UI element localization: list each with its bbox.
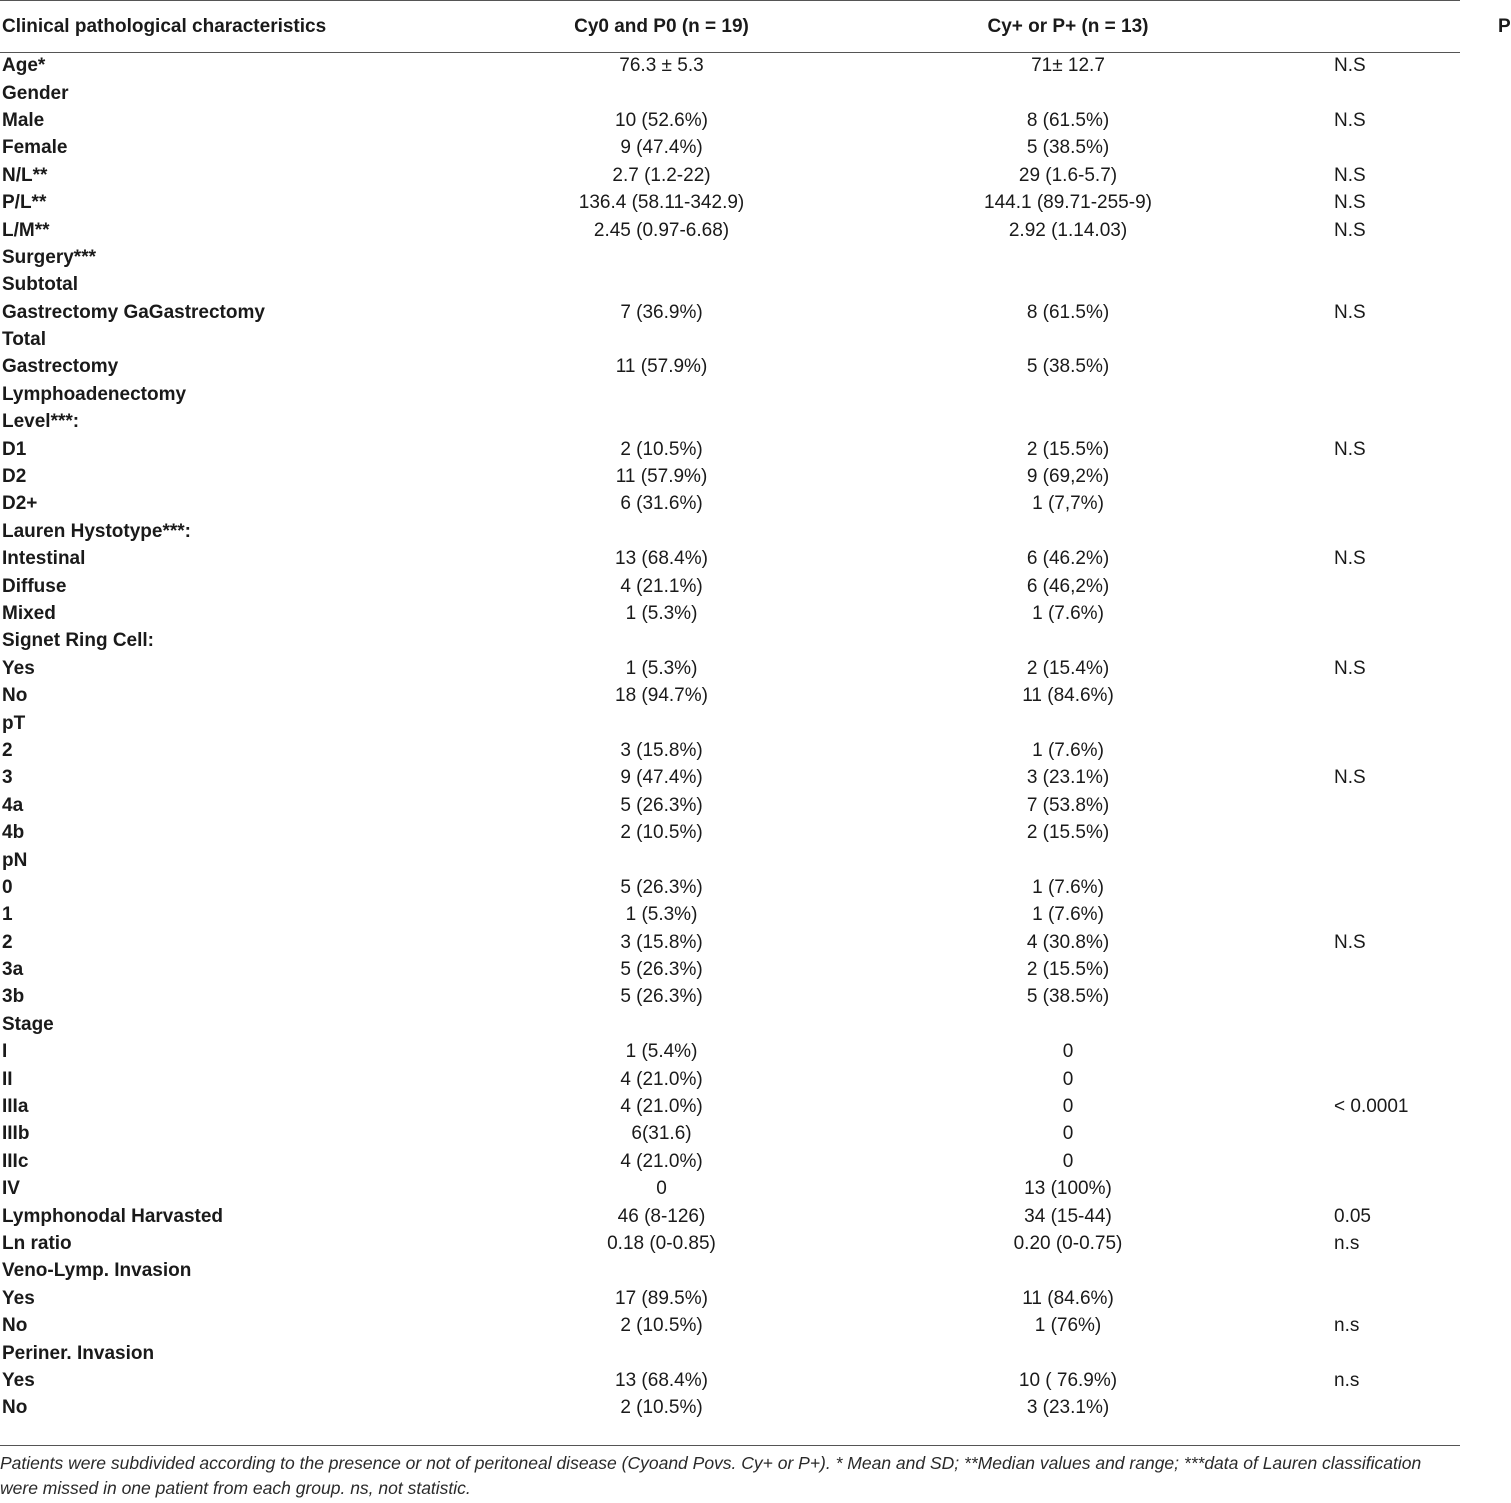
- cy0-p0-value: 5 (26.3%): [620, 986, 703, 1008]
- cy0-p0-value: 18 (94.7%): [615, 685, 708, 707]
- p-value: [1273, 902, 1460, 929]
- cy0-p0-value: 46 (8-126): [617, 1205, 706, 1227]
- cy0-p0-value: 6 (31.6%): [620, 493, 703, 515]
- row-label: Female: [2, 137, 68, 159]
- cy0-p0-value: [460, 381, 863, 408]
- table-row: [0, 1176, 1460, 1203]
- cy-or-p-value: 8 (61.5%): [1026, 109, 1110, 131]
- footnote-line: Patients were subdivided according to the presence or not of peritoneal disease (Cyoand Povs. Cy+ or P+). * Mean and SD; **Median values and range; ***data of Lauren classification: [0, 1453, 1422, 1473]
- row-label: Intestinal: [2, 548, 86, 570]
- table-row: [0, 326, 1460, 353]
- cy0-p0-value: [460, 409, 863, 436]
- row-label: Signet Ring Cell:: [2, 630, 154, 652]
- table-row: [0, 847, 1460, 874]
- row-label: P/L**: [2, 192, 47, 214]
- p-value: [1273, 409, 1460, 436]
- cy-or-p-value: 2 (15.5%): [1026, 959, 1110, 981]
- p-value: [1273, 573, 1460, 600]
- cy-or-p-value: [863, 518, 1273, 545]
- p-value: [1273, 354, 1460, 381]
- p-value: N.S: [1334, 438, 1366, 460]
- cy-or-p-value: [863, 710, 1273, 737]
- cy0-p0-value: 17 (89.5%): [615, 1287, 708, 1309]
- cy0-p0-value: [460, 244, 863, 271]
- table-row: [0, 600, 1460, 627]
- table-row: [0, 1258, 1460, 1285]
- cy0-p0-value: 136.4 (58.11-342.9): [578, 192, 745, 214]
- table-row: [0, 491, 1460, 518]
- p-value: [1273, 1258, 1460, 1285]
- cy-or-p-value: 13 (100%): [1024, 1178, 1112, 1200]
- table-row: [0, 1312, 1460, 1339]
- cy0-p0-value: 9 (47.4%): [620, 767, 703, 789]
- table-row: [0, 819, 1460, 846]
- row-label: Yes: [2, 1369, 35, 1391]
- table-row: [0, 628, 1460, 655]
- table-body: [0, 53, 1460, 1423]
- cy-or-p-value: 0: [1062, 1041, 1074, 1063]
- row-label: IV: [2, 1178, 20, 1200]
- table-row: [0, 272, 1460, 299]
- p-value: [1273, 819, 1460, 846]
- table-row: [0, 956, 1460, 983]
- row-label: pN: [2, 849, 28, 871]
- cy-or-p-value: 1 (7.6%): [1032, 739, 1104, 761]
- cy-or-p-value: 10 ( 76.9%): [1018, 1369, 1118, 1391]
- row-label: 0: [2, 876, 13, 898]
- table-row: [0, 299, 1460, 326]
- p-value: n.s: [1334, 1315, 1360, 1337]
- cy0-p0-value: 0: [656, 1178, 667, 1200]
- table-row: [0, 737, 1460, 764]
- cy-or-p-value: 1 (7.6%): [1032, 603, 1104, 624]
- cy-or-p-value: 0: [1062, 1068, 1074, 1090]
- cy-or-p-value: [863, 1258, 1273, 1285]
- cy-or-p-value: [863, 1011, 1273, 1038]
- row-label: 2: [2, 739, 13, 761]
- p-value: [1273, 1121, 1460, 1148]
- row-label: 2: [2, 931, 13, 953]
- p-value: [1273, 1285, 1460, 1312]
- cy-or-p-value: 8 (61.5%): [1026, 301, 1110, 323]
- table-row: [0, 381, 1460, 408]
- row-label: pT: [2, 712, 26, 734]
- row-label: Level***:: [2, 411, 80, 433]
- cy0-p0-value: 3 (15.8%): [620, 931, 703, 953]
- p-value: [1273, 1395, 1460, 1422]
- cy0-p0-value: [460, 1340, 863, 1367]
- p-value: [1273, 1011, 1460, 1038]
- p-value: [1273, 1176, 1460, 1203]
- header-p-value: P: [1273, 1, 1460, 53]
- table-row: [0, 984, 1460, 1011]
- cy0-p0-value: [460, 847, 863, 874]
- cy-or-p-value: 0.20 (0-0.75): [1013, 1232, 1123, 1254]
- cy-or-p-value: 11 (84.6%): [1022, 1287, 1114, 1309]
- table-row: [0, 1285, 1460, 1312]
- cy-or-p-value: 1 (7.6%): [1032, 904, 1104, 926]
- p-value: [1273, 710, 1460, 737]
- cy-or-p-value: 2.92 (1.14.03): [1008, 219, 1128, 241]
- p-value: [1273, 1066, 1460, 1093]
- cy0-p0-value: 13 (68.4%): [615, 1369, 708, 1391]
- cy-or-p-value: [863, 628, 1273, 655]
- cy-or-p-value: 29 (1.6-5.7): [1018, 164, 1118, 186]
- p-value: [1273, 244, 1460, 271]
- table-row: [0, 546, 1460, 573]
- table-footnote: [0, 1445, 1460, 1503]
- row-label: Veno-Lymp. Invasion: [2, 1260, 192, 1282]
- p-value: [1273, 956, 1460, 983]
- row-label: IIIa: [2, 1096, 29, 1118]
- row-label: Subtotal: [2, 274, 78, 296]
- cy0-p0-value: 4 (21.0%): [620, 1096, 703, 1118]
- p-value: [1273, 518, 1460, 545]
- cy-or-p-value: 9 (69,2%): [1026, 466, 1110, 488]
- p-value: N.S: [1334, 931, 1366, 953]
- table-row: [0, 1066, 1460, 1093]
- cy0-p0-value: 2.45 (0.97-6.68): [593, 219, 730, 241]
- table-row: [0, 573, 1460, 600]
- table-row: [0, 189, 1460, 216]
- cy0-p0-value: 2 (10.5%): [620, 1315, 703, 1337]
- cy0-p0-value: 9 (47.4%): [620, 137, 703, 159]
- table-row: [0, 1367, 1460, 1394]
- cy-or-p-value: 0: [1062, 1150, 1074, 1172]
- p-value: [1273, 1340, 1460, 1367]
- cy0-p0-value: 76.3 ± 5.3: [619, 55, 704, 77]
- cy0-p0-value: [460, 272, 863, 299]
- row-label: II: [2, 1068, 13, 1090]
- cy0-p0-value: 4 (21.1%): [620, 575, 703, 597]
- row-label: 1: [2, 904, 13, 926]
- cy0-p0-value: 6(31.6): [631, 1123, 692, 1145]
- cy-or-p-value: [863, 272, 1273, 299]
- cy-or-p-value: [863, 80, 1273, 107]
- cy-or-p-value: 3 (23.1%): [1026, 767, 1110, 789]
- cy0-p0-value: 11 (57.9%): [615, 466, 708, 488]
- cy-or-p-value: 1 (7,7%): [1032, 493, 1104, 515]
- cy0-p0-value: 3 (15.8%): [620, 739, 703, 761]
- cy-or-p-value: 34 (15-44): [1024, 1205, 1112, 1227]
- cy0-p0-value: 5 (26.3%): [620, 794, 703, 816]
- row-label: Lauren Hystotype***:: [2, 520, 191, 542]
- row-label: Diffuse: [2, 575, 67, 597]
- cy-or-p-value: 2 (15.5%): [1026, 438, 1110, 460]
- table-row: [0, 107, 1460, 134]
- p-value: [1273, 491, 1460, 518]
- row-label: Stage: [2, 1013, 54, 1035]
- table-row: [0, 463, 1460, 490]
- cy0-p0-value: 5 (26.3%): [620, 959, 703, 981]
- cy-or-p-value: 0: [1062, 1096, 1074, 1118]
- table-row: [0, 1203, 1460, 1230]
- p-value: [1273, 463, 1460, 490]
- row-label: IIIb: [2, 1123, 30, 1145]
- row-label: IIIc: [2, 1150, 29, 1172]
- table-row: [0, 1395, 1460, 1422]
- cy-or-p-value: 1 (7.6%): [1032, 876, 1104, 898]
- row-label: Yes: [2, 657, 35, 679]
- cy0-p0-value: 13 (68.4%): [615, 548, 708, 570]
- cy-or-p-value: 3 (23.1%): [1026, 1397, 1110, 1419]
- p-value: [1273, 1148, 1460, 1175]
- p-value: N.S: [1334, 219, 1366, 241]
- p-value: [1273, 600, 1460, 627]
- cy0-p0-value: 2.7 (1.2-22): [612, 164, 711, 186]
- table-row: [0, 874, 1460, 901]
- cy-or-p-value: 71± 12.7: [1031, 55, 1105, 77]
- cy-or-p-value: [863, 381, 1273, 408]
- row-label: Ln ratio: [2, 1232, 72, 1254]
- p-value: [1273, 792, 1460, 819]
- row-label: 4b: [2, 822, 25, 844]
- table-row: [0, 929, 1460, 956]
- table-header-row: [0, 1, 1460, 53]
- row-label: Lymphoadenectomy: [2, 383, 187, 405]
- row-label: Gastrectomy GaGastrectomy: [2, 301, 265, 323]
- cy-or-p-value: 144.1 (89.71-255-9): [984, 192, 1152, 214]
- row-label: Lymphonodal Harvasted: [2, 1205, 224, 1227]
- cy0-p0-value: [460, 1011, 863, 1038]
- row-label: No: [2, 685, 28, 707]
- table-row: [0, 682, 1460, 709]
- cy0-p0-value: 4 (21.0%): [620, 1150, 703, 1172]
- cy-or-p-value: 6 (46.2%): [1026, 548, 1110, 570]
- row-label: Age*: [2, 55, 46, 77]
- table-row: [0, 1148, 1460, 1175]
- p-value: N.S: [1334, 657, 1366, 679]
- cy0-p0-value: 1 (5.3%): [625, 657, 698, 679]
- p-value: [1273, 272, 1460, 299]
- table-row: [0, 1230, 1460, 1257]
- row-label: 3: [2, 767, 13, 789]
- cy-or-p-value: [863, 1340, 1273, 1367]
- table-row: [0, 1121, 1460, 1148]
- cy-or-p-value: 11 (84.6%): [1022, 685, 1114, 707]
- table-row: [0, 765, 1460, 792]
- cy0-p0-value: [460, 710, 863, 737]
- cy0-p0-value: 11 (57.9%): [615, 356, 708, 378]
- table-row: [0, 792, 1460, 819]
- table-row: [0, 655, 1460, 682]
- row-label: I: [2, 1041, 8, 1063]
- cy-or-p-value: 5 (38.5%): [1026, 137, 1110, 159]
- cy-or-p-value: [863, 409, 1273, 436]
- table-row: [0, 217, 1460, 244]
- table-row: [0, 518, 1460, 545]
- row-label: L/M**: [2, 219, 50, 241]
- cy0-p0-value: 2 (10.5%): [620, 822, 703, 844]
- p-value: [1273, 1039, 1460, 1066]
- table-row: [0, 409, 1460, 436]
- header-characteristics: Clinical pathological characteristics: [0, 1, 460, 53]
- cy-or-p-value: [863, 847, 1273, 874]
- table-row: [0, 436, 1460, 463]
- row-label: Mixed: [2, 603, 56, 624]
- cy-or-p-value: 6 (46,2%): [1026, 575, 1110, 597]
- p-value: n.s: [1334, 1369, 1360, 1391]
- cy-or-p-value: 2 (15.5%): [1026, 822, 1110, 844]
- p-value: N.S: [1334, 767, 1366, 789]
- p-value: N.S: [1334, 192, 1366, 214]
- row-label: No: [2, 1397, 28, 1419]
- footnote-line: were missed in one patient from each group. ns, not statistic.: [0, 1478, 471, 1498]
- table-row: [0, 1093, 1460, 1120]
- table-row: [0, 354, 1460, 381]
- table-row: [0, 902, 1460, 929]
- cy0-p0-value: [460, 80, 863, 107]
- p-value: [1273, 80, 1460, 107]
- p-value: [1273, 326, 1460, 353]
- cy0-p0-value: [460, 326, 863, 353]
- table-row: [0, 162, 1460, 189]
- table-row: [0, 244, 1460, 271]
- p-value: N.S: [1334, 164, 1366, 186]
- p-value: [1273, 984, 1460, 1011]
- cy-or-p-value: 4 (30.8%): [1026, 931, 1110, 953]
- cy0-p0-value: 0.18 (0-0.85): [607, 1232, 716, 1254]
- p-value: [1273, 381, 1460, 408]
- p-value: N.S: [1334, 109, 1366, 131]
- cy-or-p-value: [863, 326, 1273, 353]
- cy0-p0-value: 5 (26.3%): [620, 876, 703, 898]
- cy-or-p-value: [863, 244, 1273, 271]
- cy-or-p-value: 2 (15.4%): [1026, 657, 1110, 679]
- row-label: N/L**: [2, 164, 48, 186]
- cy0-p0-value: 4 (21.0%): [620, 1068, 703, 1090]
- p-value: [1273, 135, 1460, 162]
- p-value: [1273, 737, 1460, 764]
- p-value: [1273, 628, 1460, 655]
- header-cy-or-p: Cy+ or P+ (n = 13): [863, 1, 1273, 53]
- p-value: [1273, 874, 1460, 901]
- cy0-p0-value: 2 (10.5%): [620, 438, 703, 460]
- row-label: Gender: [2, 82, 69, 104]
- cy-or-p-value: 1 (76%): [1034, 1315, 1102, 1337]
- row-label: D2+: [2, 493, 38, 515]
- header-cy0-p0: Cy0 and P0 (n = 19): [460, 1, 863, 53]
- cy-or-p-value: 5 (38.5%): [1026, 356, 1110, 378]
- row-label: Periner. Invasion: [2, 1342, 155, 1364]
- cy0-p0-value: 1 (5.4%): [625, 1041, 698, 1063]
- cy0-p0-value: 1 (5.3%): [625, 904, 698, 926]
- table-row: [0, 1011, 1460, 1038]
- table-row: [0, 80, 1460, 107]
- row-label: Surgery***: [2, 246, 96, 268]
- row-label: 4a: [2, 794, 24, 816]
- cy0-p0-value: 1 (5.3%): [625, 603, 698, 624]
- p-value: < 0.0001: [1334, 1096, 1409, 1118]
- cy0-p0-value: [460, 518, 863, 545]
- table-row: [0, 53, 1460, 80]
- row-label: Male: [2, 109, 45, 131]
- p-value: N.S: [1334, 548, 1366, 570]
- row-label: Total: [2, 329, 46, 351]
- table-row: [0, 710, 1460, 737]
- row-label: Gastrectomy: [2, 356, 119, 378]
- p-value: n.s: [1334, 1232, 1360, 1254]
- p-value: N.S: [1334, 55, 1366, 77]
- cy-or-p-value: 7 (53.8%): [1026, 794, 1110, 816]
- cy0-p0-value: 7 (36.9%): [620, 301, 703, 323]
- cy-or-p-value: 5 (38.5%): [1026, 986, 1110, 1008]
- table-row: [0, 1340, 1460, 1367]
- cy0-p0-value: [460, 1258, 863, 1285]
- cy0-p0-value: [460, 628, 863, 655]
- p-value: 0.05: [1334, 1205, 1371, 1227]
- row-label: 3b: [2, 986, 25, 1008]
- row-label: 3a: [2, 959, 24, 981]
- row-label: D1: [2, 438, 27, 460]
- row-label: D2: [2, 466, 27, 488]
- table-row: [0, 1039, 1460, 1066]
- row-label: Yes: [2, 1287, 35, 1309]
- cy0-p0-value: 2 (10.5%): [620, 1397, 703, 1419]
- p-value: [1273, 847, 1460, 874]
- row-label: No: [2, 1315, 28, 1337]
- p-value: N.S: [1334, 301, 1366, 323]
- table-row: [0, 135, 1460, 162]
- cy0-p0-value: 10 (52.6%): [615, 109, 708, 131]
- cy-or-p-value: 0: [1062, 1123, 1074, 1145]
- p-value: [1273, 682, 1460, 709]
